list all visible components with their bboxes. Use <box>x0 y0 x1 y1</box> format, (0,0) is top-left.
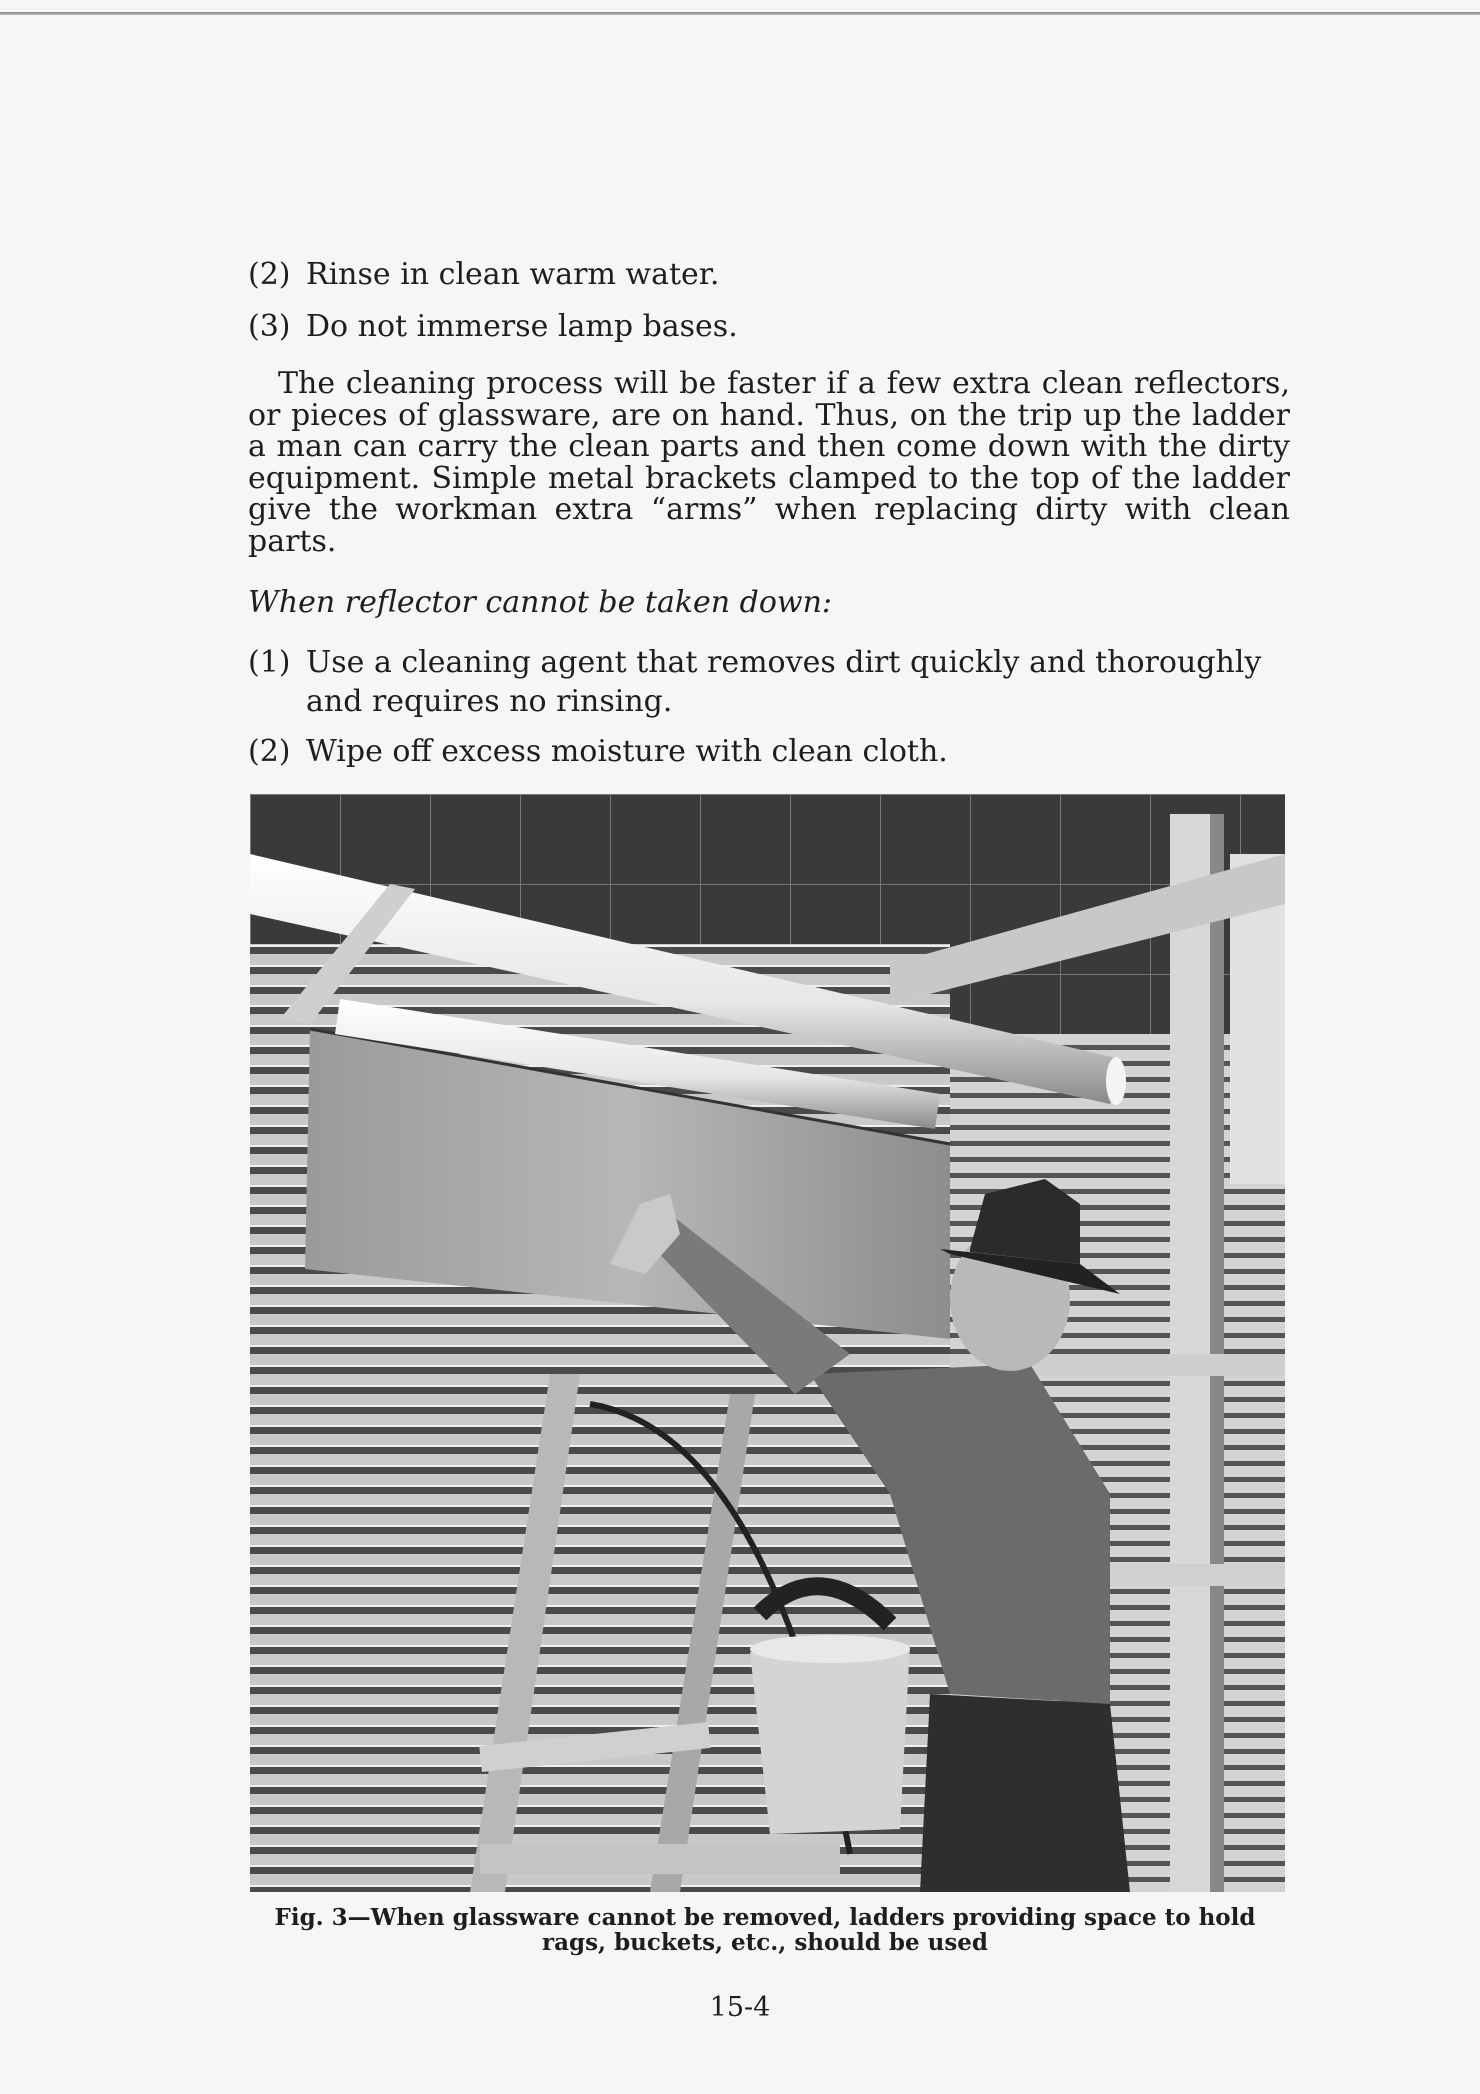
instruction-list-b <box>248 643 1290 772</box>
instruction-list-a <box>248 255 1290 346</box>
page-number: 15-4 <box>709 1992 771 2023</box>
list-item-number: (1) <box>248 644 291 680</box>
top-rule <box>0 12 1480 15</box>
subheading: When reflector cannot be taken down: <box>248 585 833 621</box>
page-body <box>248 255 1290 782</box>
list-item <box>248 732 1290 772</box>
list-item <box>248 643 1290 722</box>
list-item-number: (3) <box>248 308 291 344</box>
list-item-text: Rinse in clean warm water. <box>306 257 720 292</box>
list-item-text: Use a cleaning agent that removes dirt quickly and thoroughly and requires no rinsing. <box>306 644 1262 720</box>
list-item-text: Do not immerse lamp bases. <box>306 308 738 344</box>
body-paragraph: The cleaning process will be faster if a few extra clean reflectors, or pieces of glassware, are on hand. Thus, on the trip up the ladder a man can carry the clean parts and then come down with the dirty equipment. Simple metal brackets clamped to the top of the ladder give the workman extra “arms” when replacing dirty with clean parts. <box>248 366 1290 559</box>
list-item <box>248 307 1290 347</box>
list-item <box>248 255 1290 295</box>
photo-illustration <box>250 794 1285 1892</box>
list-item-number: (2) <box>248 733 291 769</box>
list-item-text: Wipe off excess moisture with clean cloth. <box>306 733 948 769</box>
figure-caption: Fig. 3—When glassware cannot be removed, ladders providing space to hold rags, buckets, etc., should be used <box>274 1904 1256 1956</box>
list-item-number: (2) <box>248 257 291 292</box>
figure-photo <box>250 794 1285 1892</box>
